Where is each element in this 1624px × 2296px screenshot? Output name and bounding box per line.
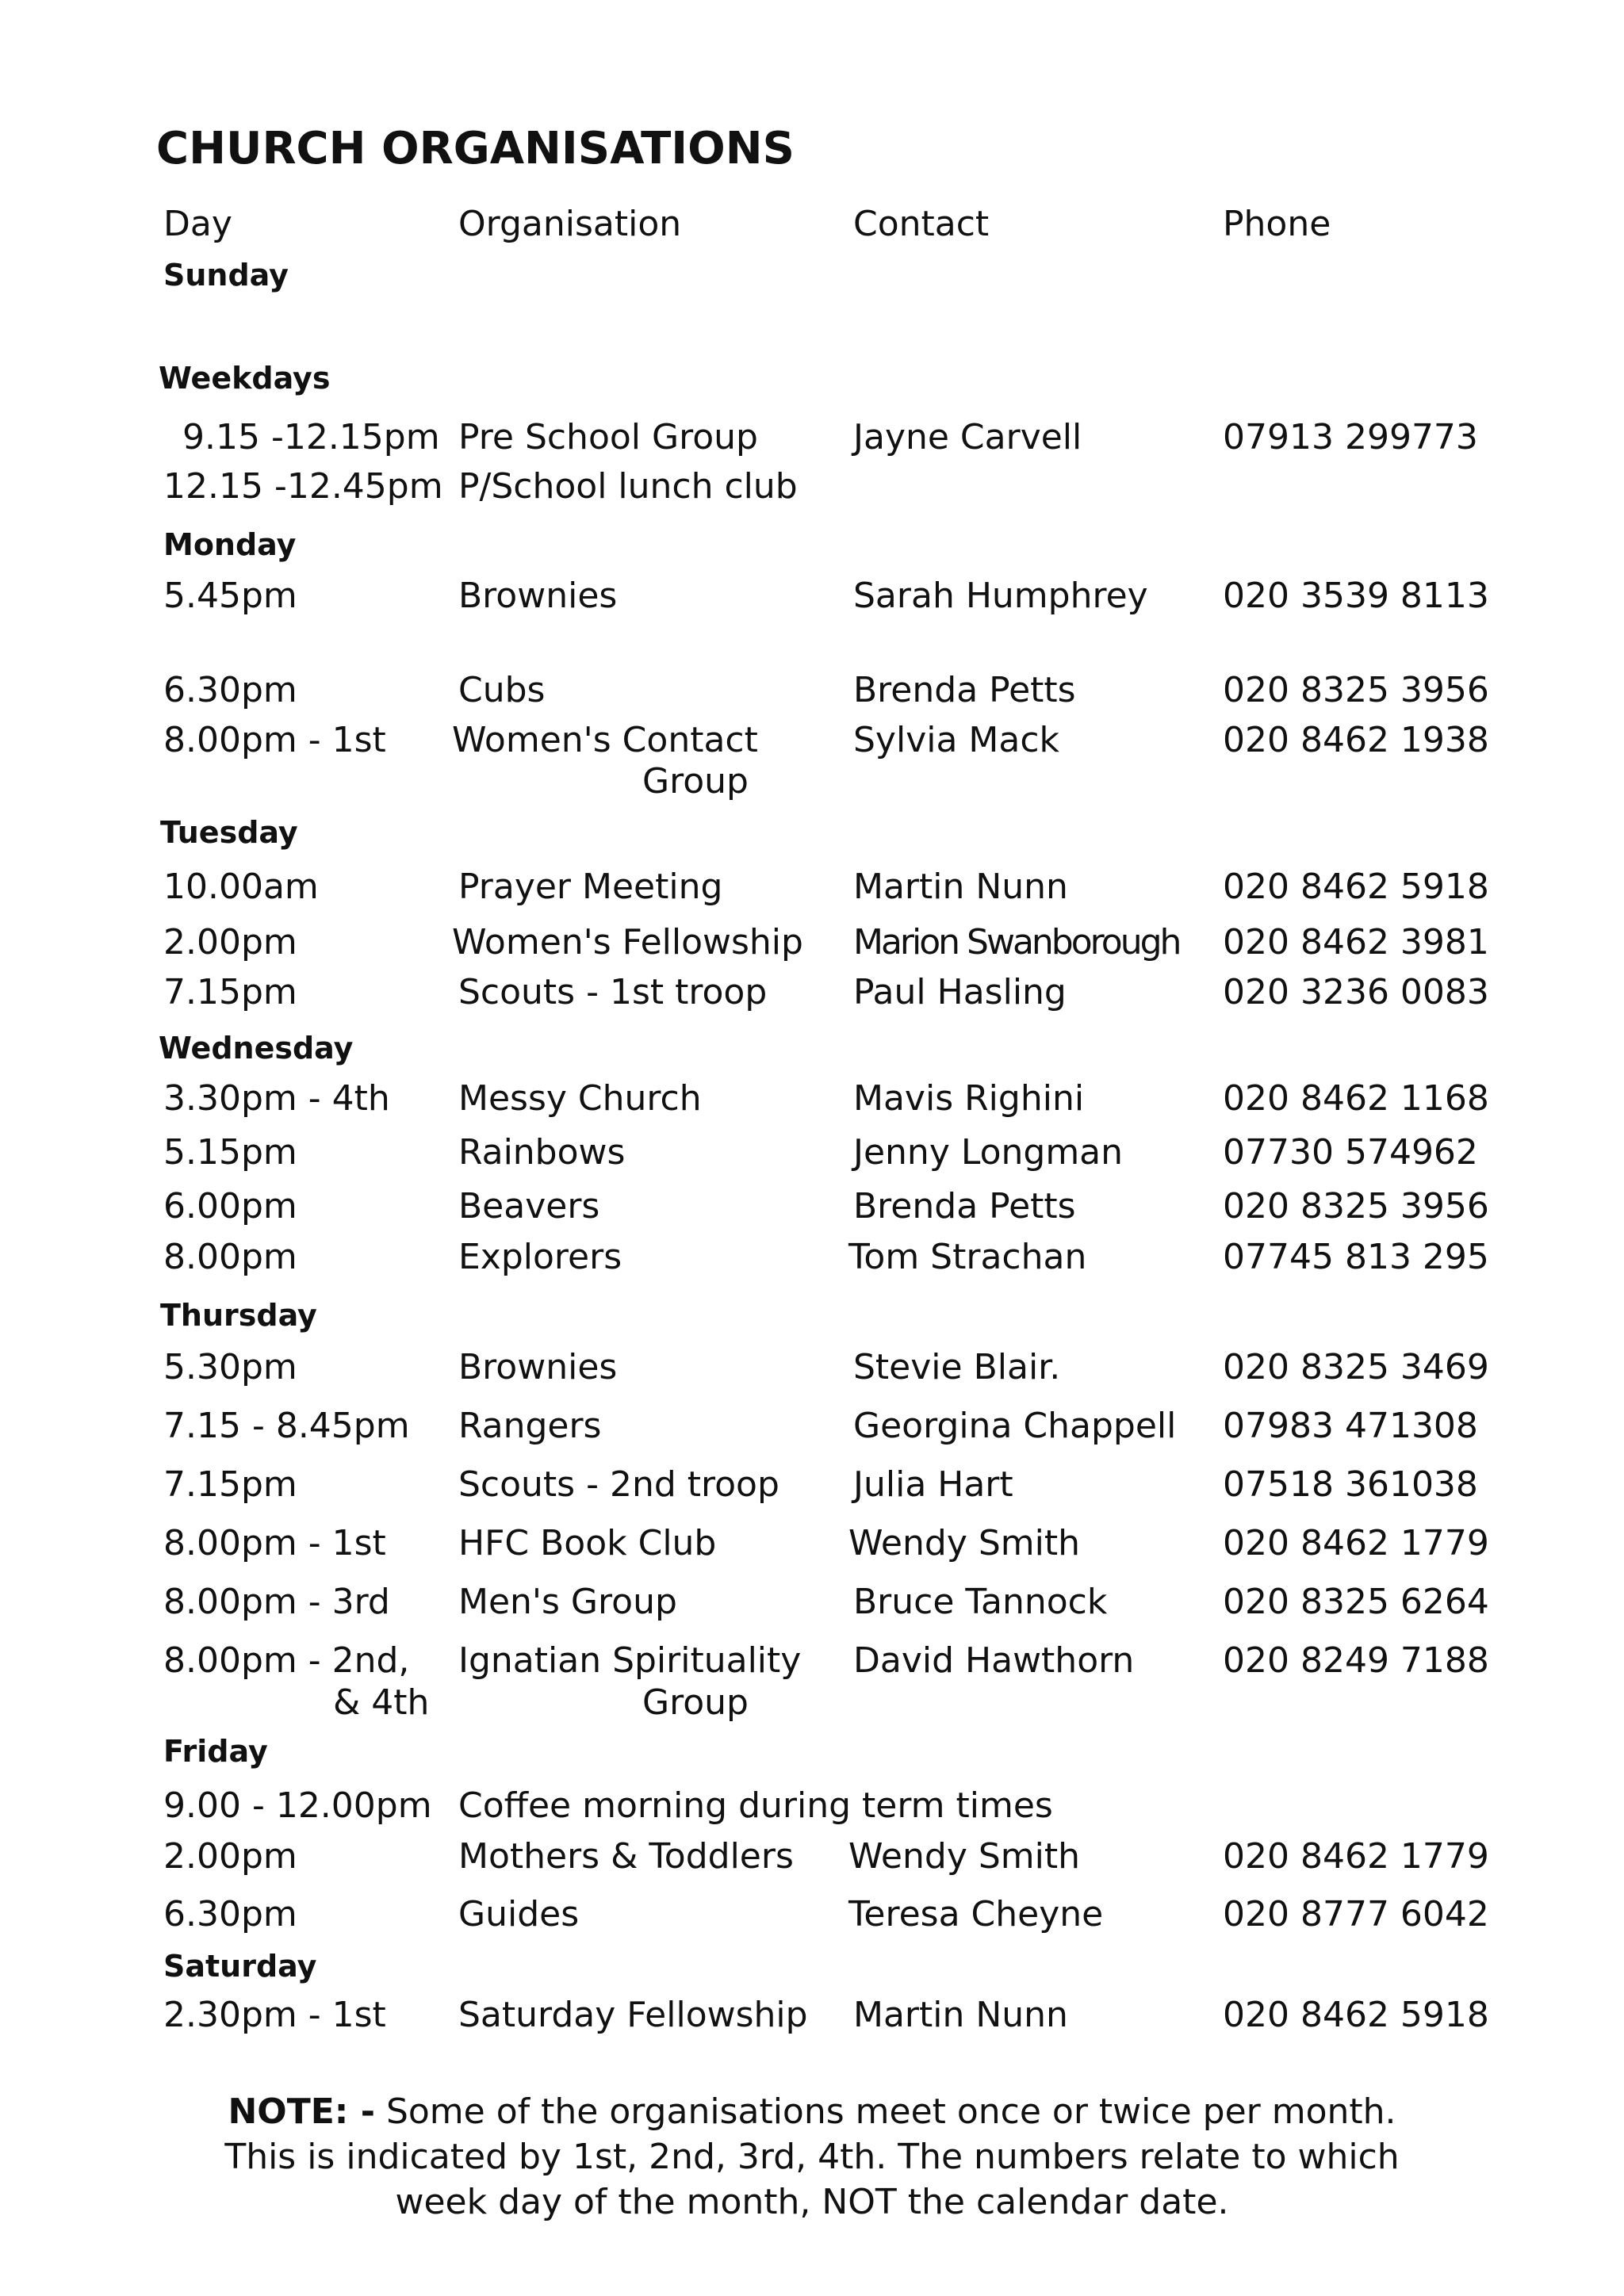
row-organisation: Guides — [458, 1894, 580, 1934]
note-text-1: Some of the organisations meet once or twice per month. — [374, 2091, 1396, 2132]
row-time: 10.00am — [163, 867, 319, 907]
row-contact: Brenda Petts — [853, 670, 1076, 710]
row-time: 3.30pm - 4th — [163, 1078, 390, 1119]
row-time-continued: & 4th — [333, 1682, 430, 1723]
column-header-day: Day — [163, 204, 232, 244]
section-heading-tuesday: Tuesday — [160, 815, 298, 850]
table-row — [0, 1464, 1624, 1512]
row-time: 9.15 -12.15pm — [182, 417, 440, 457]
row-time: 7.15 - 8.45pm — [163, 1406, 410, 1446]
row-time: 7.15pm — [163, 1464, 297, 1505]
row-phone: 020 3539 8113 — [1223, 576, 1489, 616]
row-time: 7.15pm — [163, 972, 297, 1012]
section-heading-monday: Monday — [163, 527, 297, 562]
row-time: 2.00pm — [163, 1836, 297, 1877]
row-time: 9.00 - 12.00pm — [163, 1785, 432, 1826]
table-row — [0, 1523, 1624, 1571]
row-time: 8.00pm - 3rd — [163, 1582, 390, 1622]
table-row — [0, 1995, 1624, 2042]
row-phone: 07913 299773 — [1223, 417, 1478, 457]
row-contact: Martin Nunn — [853, 1995, 1068, 2035]
table-row — [0, 670, 1624, 718]
table-row — [0, 1132, 1624, 1180]
column-header-phone: Phone — [1223, 204, 1331, 244]
row-time: 5.30pm — [163, 1347, 297, 1387]
row-time: 5.45pm — [163, 576, 297, 616]
row-contact: Sylvia Mack — [853, 720, 1060, 760]
row-contact: Teresa Cheyne — [848, 1894, 1104, 1934]
row-time: 12.15 -12.45pm — [163, 466, 443, 507]
row-phone: 020 8249 7188 — [1223, 1640, 1489, 1681]
row-phone: 020 8777 6042 — [1223, 1894, 1489, 1934]
table-row — [0, 1640, 1624, 1688]
note-paragraph — [119, 2089, 1505, 2225]
table-row — [0, 1078, 1624, 1126]
column-header-organisation: Organisation — [458, 204, 682, 244]
table-row — [0, 867, 1624, 914]
section-heading-thursday: Thursday — [160, 1298, 317, 1333]
row-organisation: Ignatian Spirituality — [458, 1640, 802, 1681]
row-contact: Sarah Humphrey — [853, 576, 1148, 616]
row-contact: Brenda Petts — [853, 1186, 1076, 1226]
row-organisation: Brownies — [458, 576, 618, 616]
row-organisation: HFC Book Club — [458, 1523, 717, 1563]
row-phone: 020 3236 0083 — [1223, 972, 1489, 1012]
column-header-row — [0, 204, 1624, 251]
section-heading-wednesday: Wednesday — [159, 1031, 354, 1066]
row-contact: Stevie Blair. — [853, 1347, 1061, 1387]
row-organisation-continued: Group — [642, 761, 749, 802]
table-row — [0, 1836, 1624, 1884]
row-contact: David Hawthorn — [853, 1640, 1135, 1681]
row-time: 6.30pm — [163, 670, 297, 710]
row-organisation: Women's Fellowship — [452, 922, 803, 962]
row-phone: 07983 471308 — [1223, 1406, 1478, 1446]
row-time: 5.15pm — [163, 1132, 297, 1173]
table-row — [0, 576, 1624, 623]
row-organisation: Coffee morning during term times — [458, 1785, 1053, 1826]
note-label: NOTE: - — [228, 2091, 375, 2132]
table-row — [0, 922, 1624, 970]
note-line-3: week day of the month, NOT the calendar date. — [395, 2182, 1229, 2222]
row-organisation-continued: Group — [642, 1682, 749, 1723]
row-contact: Wendy Smith — [848, 1836, 1080, 1877]
row-organisation: Prayer Meeting — [458, 867, 723, 907]
section-heading-saturday: Saturday — [163, 1949, 317, 1984]
row-phone: 020 8462 1168 — [1223, 1078, 1489, 1119]
row-phone: 020 8462 1779 — [1223, 1836, 1489, 1877]
row-organisation: Saturday Fellowship — [458, 1995, 808, 2035]
row-phone: 020 8325 6264 — [1223, 1582, 1489, 1622]
table-row — [0, 1237, 1624, 1284]
row-organisation: Scouts - 2nd troop — [458, 1464, 779, 1505]
section-heading-sunday: Sunday — [163, 258, 289, 293]
row-time: 8.00pm - 1st — [163, 1523, 386, 1563]
note-line-1 — [119, 2089, 1505, 2134]
table-row — [0, 1894, 1624, 1942]
row-organisation: Scouts - 1st troop — [458, 972, 768, 1012]
row-time: 8.00pm - 2nd, — [163, 1640, 410, 1681]
row-organisation: Women's Contact — [452, 720, 758, 760]
row-contact: Bruce Tannock — [853, 1582, 1108, 1622]
row-organisation: Rangers — [458, 1406, 602, 1446]
row-organisation: Cubs — [458, 670, 546, 710]
row-phone: 020 8462 3981 — [1223, 922, 1489, 962]
row-organisation: Explorers — [458, 1237, 622, 1277]
section-heading-weekdays: Weekdays — [159, 361, 331, 396]
row-phone: 020 8325 3956 — [1223, 1186, 1489, 1226]
row-phone: 020 8325 3956 — [1223, 670, 1489, 710]
table-row — [0, 1186, 1624, 1234]
row-phone: 020 8325 3469 — [1223, 1347, 1489, 1387]
table-row — [0, 466, 1624, 514]
row-contact: Wendy Smith — [848, 1523, 1080, 1563]
row-time: 2.30pm - 1st — [163, 1995, 386, 2035]
row-contact: Paul Hasling — [853, 972, 1067, 1012]
row-phone: 07730 574962 — [1223, 1132, 1478, 1173]
row-organisation: Brownies — [458, 1347, 618, 1387]
row-contact: Jayne Carvell — [853, 417, 1082, 457]
row-phone: 020 8462 5918 — [1223, 867, 1489, 907]
table-row — [0, 1406, 1624, 1453]
row-time: 2.00pm — [163, 922, 297, 962]
table-row — [0, 1347, 1624, 1395]
row-phone: 07745 813 295 — [1223, 1237, 1489, 1277]
column-header-contact: Contact — [853, 204, 990, 244]
row-contact: Tom Strachan — [848, 1237, 1087, 1277]
table-row — [0, 1785, 1624, 1833]
row-contact: Martin Nunn — [853, 867, 1068, 907]
row-organisation: Rainbows — [458, 1132, 626, 1173]
note-line-2: This is indicated by 1st, 2nd, 3rd, 4th. The numbers relate to which — [224, 2137, 1400, 2177]
row-organisation: Messy Church — [458, 1078, 702, 1119]
row-contact: Marion Swanborough — [853, 922, 1180, 962]
row-contact: Georgina Chappell — [853, 1406, 1177, 1446]
row-phone: 020 8462 1938 — [1223, 720, 1489, 760]
section-heading-friday: Friday — [163, 1734, 268, 1769]
table-row — [0, 720, 1624, 767]
table-row — [0, 972, 1624, 1020]
row-phone: 020 8462 5918 — [1223, 1995, 1489, 2035]
row-contact: Julia Hart — [853, 1464, 1013, 1505]
table-row — [0, 417, 1624, 465]
row-time: 6.00pm — [163, 1186, 297, 1226]
table-row — [0, 1582, 1624, 1629]
row-phone: 020 8462 1779 — [1223, 1523, 1489, 1563]
row-organisation: Pre School Group — [458, 417, 758, 457]
row-contact: Mavis Righini — [853, 1078, 1085, 1119]
row-time: 6.30pm — [163, 1894, 297, 1934]
row-organisation: P/School lunch club — [458, 466, 798, 507]
row-phone: 07518 361038 — [1223, 1464, 1478, 1505]
row-contact: Jenny Longman — [853, 1132, 1124, 1173]
page-title: CHURCH ORGANISATIONS — [156, 123, 795, 174]
row-time: 8.00pm — [163, 1237, 297, 1277]
row-organisation: Mothers & Toddlers — [458, 1836, 794, 1877]
row-organisation: Men's Group — [458, 1582, 677, 1622]
row-time: 8.00pm - 1st — [163, 720, 386, 760]
row-organisation: Beavers — [458, 1186, 600, 1226]
